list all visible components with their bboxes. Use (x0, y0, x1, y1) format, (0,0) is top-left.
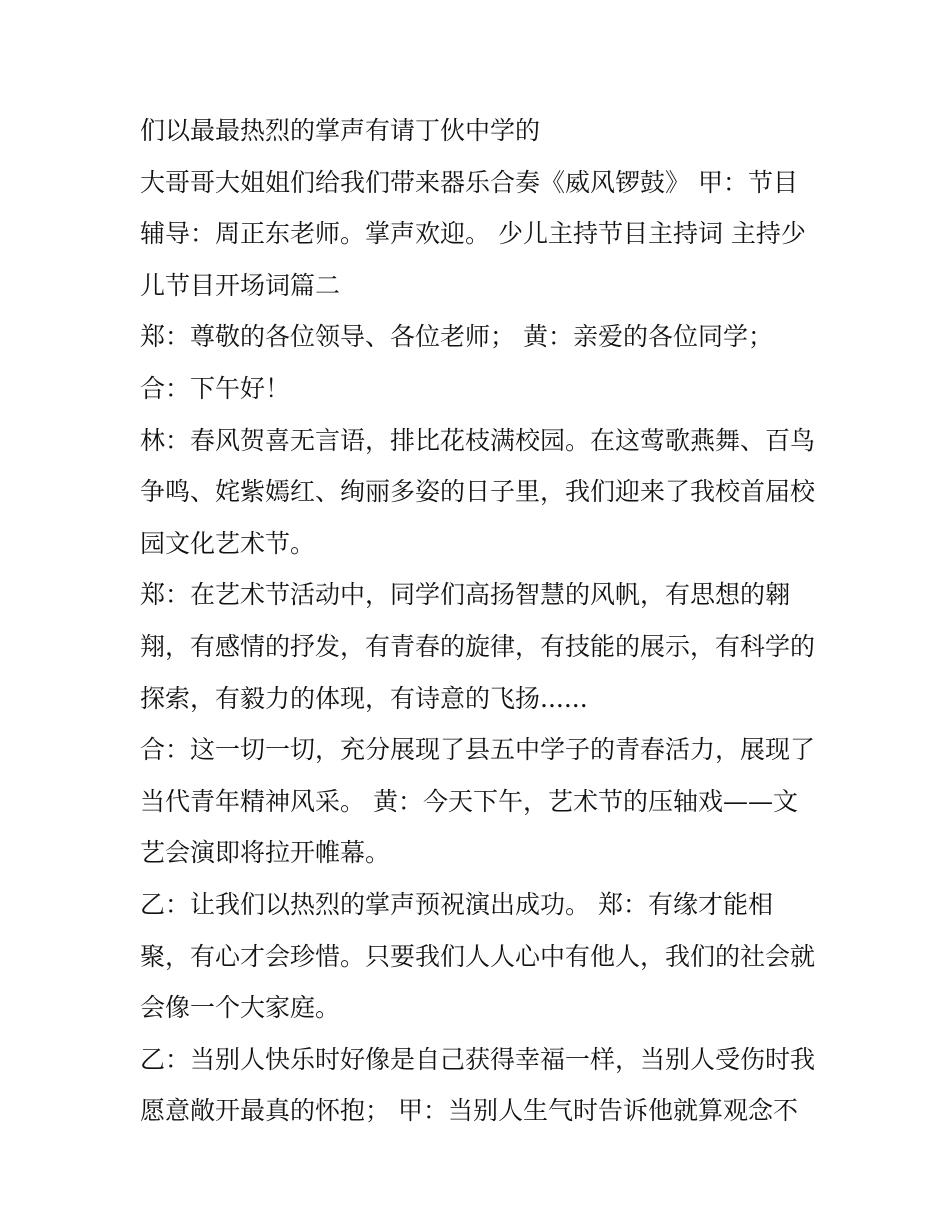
text-line: 大哥哥大姐姐们给我们带来器乐合奏《威风锣鼓》 甲：节目 (140, 167, 798, 197)
document-body (140, 105, 820, 1137)
text-line: 当代青年精神风采。 黄：今天下午，艺术节的压轴戏——文 (140, 786, 798, 816)
text-line: 儿节目开场词篇二 (140, 270, 341, 300)
text-line: 园文化艺术节。 (140, 528, 316, 558)
text-line: 翔，有感情的抒发，有青春的旋律，有技能的展示，有科学的 (140, 631, 816, 661)
text-line: 辅导：周正东老师。掌声欢迎。 少儿主持节目主持词 主持少 (140, 219, 806, 249)
text-line: 合：这一切一切，充分展现了县五中学子的青春活力，展现了 (140, 735, 816, 765)
text-line: 乙：当别人快乐时好像是自己获得幸福一样，当别人受伤时我 (140, 1044, 816, 1074)
text-line: 聚，有心才会珍惜。只要我们人人心中有他人，我们的社会就 (140, 941, 816, 971)
text-line: 们以最最热烈的掌声有请丁伙中学的 (140, 116, 541, 145)
text-line: 愿意敞开最真的怀抱； 甲：当别人生气时告诉他就算观念不 (140, 1096, 798, 1126)
text-line: 探索，有毅力的体现，有诗意的飞扬...... (140, 683, 588, 713)
text-line: 郑：尊敬的各位领导、各位老师； 黄：亲爱的各位同学； (140, 322, 773, 352)
text-line: 艺会演即将拉开帷幕。 (140, 838, 391, 868)
text-line: 争鸣、姹紫嫣红、绚丽多姿的日子里，我们迎来了我校首届校 (140, 477, 816, 507)
text-line: 会像一个大家庭。 (140, 993, 341, 1023)
text-line: 林：春风贺喜无言语，排比花枝满校园。在这莺歌燕舞、百鸟 (140, 425, 816, 455)
text-line: 乙：让我们以热烈的掌声预祝演出成功。 郑：有缘才能相 (140, 889, 773, 919)
text-line: 合：下午好！ (140, 373, 291, 403)
text-line: 郑：在艺术节活动中，同学们高扬智慧的风帆，有思想的翱 (140, 580, 791, 610)
